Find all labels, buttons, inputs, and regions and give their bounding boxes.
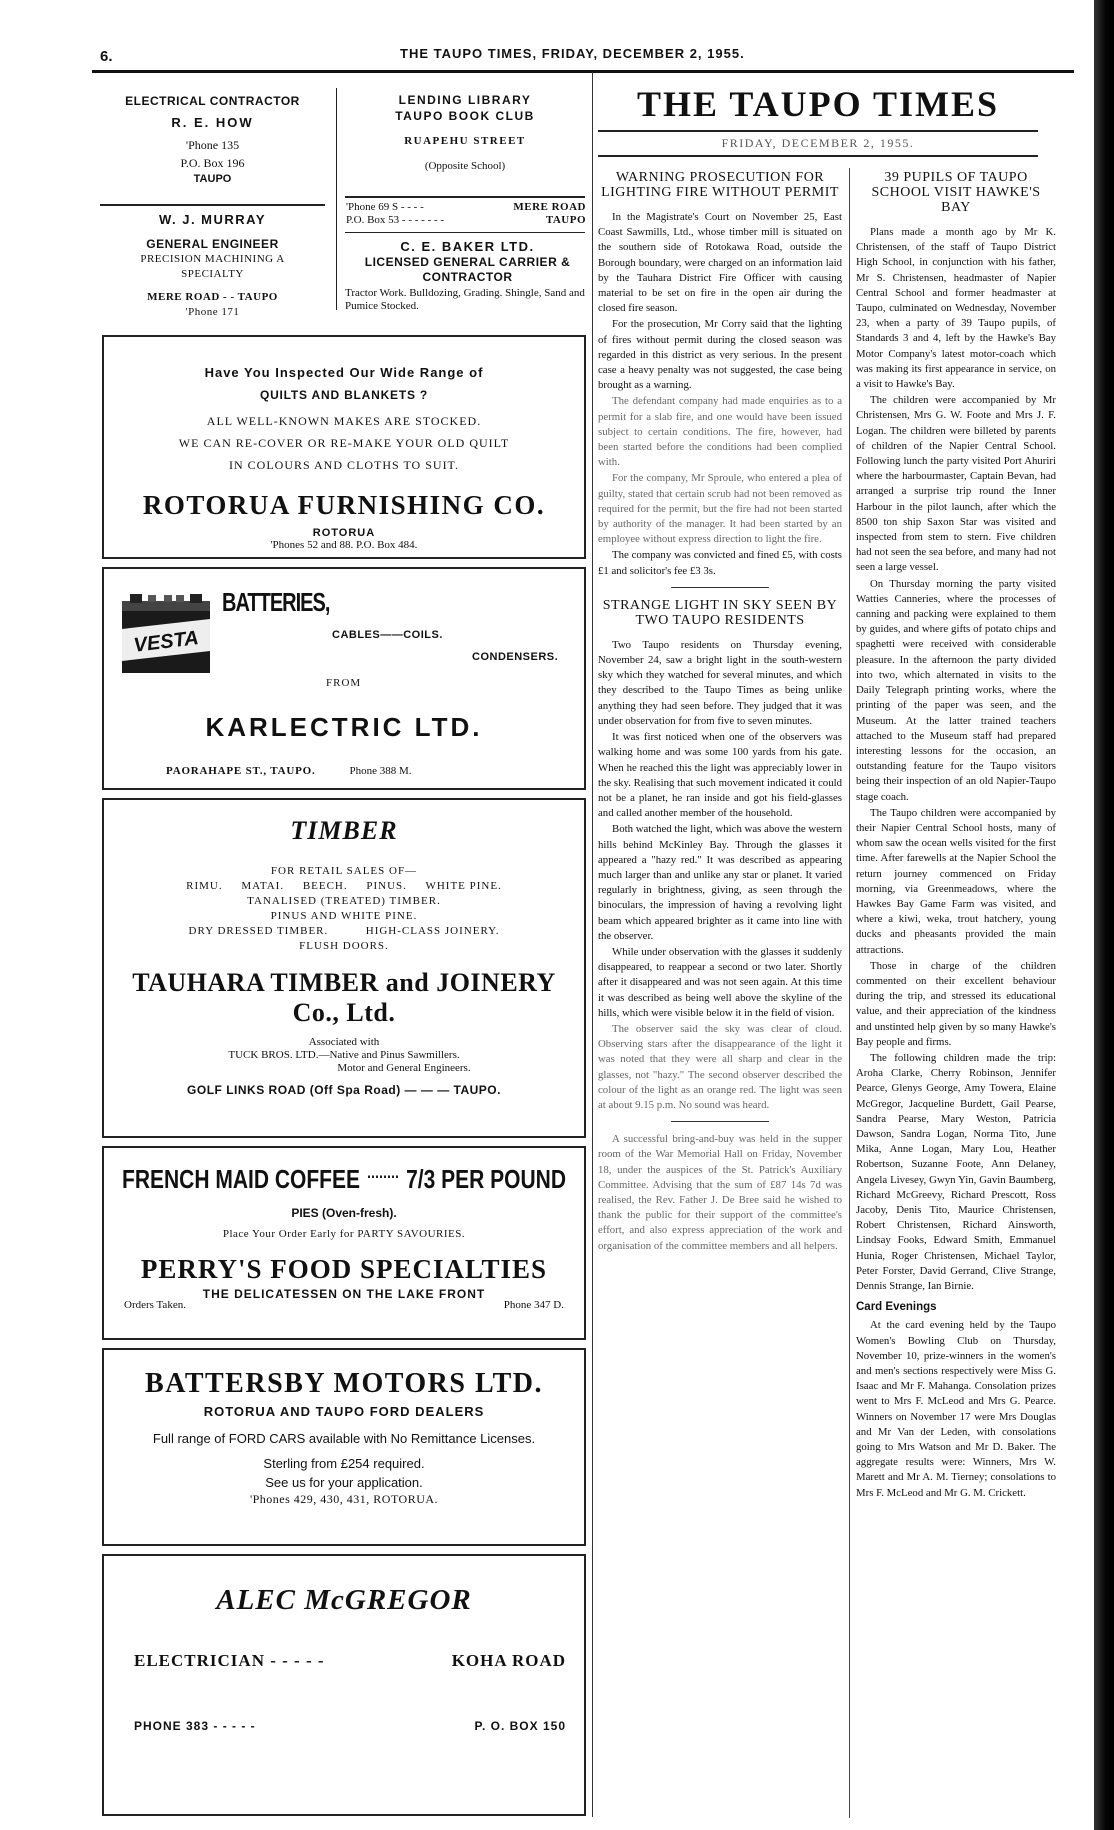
ad-battersby-motors bbox=[102, 1348, 586, 1546]
ad-name: W. J. MURRAY bbox=[158, 212, 267, 227]
contact-label: P.O. Box 53 - - - - - - - bbox=[346, 214, 445, 226]
ad-phone: Phone 388 M. bbox=[349, 765, 412, 777]
ad-address: GOLF LINKS ROAD (Off Spa Road) — — — TAUPO. bbox=[187, 1083, 501, 1097]
ad-assoc: TUCK BROS. LTD.—Native and Pinus Sawmillers. bbox=[228, 1049, 460, 1061]
paragraph: Those in charge of the children commented on their excellent behaviour during the trip, and stressed its educational value, and their appreciation of the kindness and unstinted help given by so many Hawke's Bay people and firms. bbox=[856, 959, 1056, 1048]
divider bbox=[100, 204, 325, 206]
headline: STRANGE LIGHT IN SKY SEEN BY TWO TAUPO RESIDENTS bbox=[602, 597, 838, 628]
ad-cables: CABLES——COILS. bbox=[332, 629, 443, 641]
ad-baker bbox=[345, 238, 590, 313]
paragraph: The children were accompanied by Mr Christensen, Mrs G. W. Foote and Mrs J. F. Logan. The children were billeted by parents of children of the Napier Central School. Following lunch the party visited Port Ahuriri where the harbourmaster, Captain Bevan, had arranged a surprise trip round the Inner Harbour in the pilot launch, after which the 8500 ton ship Saxon Star was visited and inspected from stem to stern. Five children had not seen the sea before, and many had not seen a large vessel. bbox=[856, 394, 1056, 574]
page-number: 6. bbox=[100, 48, 113, 65]
subhead: Card Evenings bbox=[856, 1301, 937, 1314]
article-separator bbox=[671, 587, 769, 588]
ad-line: RIMU. MATAI. BEECH. PINUS. WHITE PINE. bbox=[186, 880, 502, 892]
divider bbox=[345, 232, 585, 233]
paragraph: The company was convicted and fined £5, with costs £1 and solicitor's fee £3 3s. bbox=[598, 549, 842, 577]
paragraph: A successful bring-and-buy was held in the supper room of the War Memorial Hall on Friday, November 18, under the auspices of the St. Patrick's Auxiliary Committee. Advising that the sum of £87 14s 7d was realised, the Rev. Father J. De Bree said he wished to thank the public for their support of the committee's effort, and also express appreciation of the work and organisation of the committee members and all helpers. bbox=[598, 1133, 842, 1252]
ad-line: DRY DRESSED TIMBER. HIGH-CLASS JOINERY. bbox=[188, 925, 500, 937]
masthead-title: THE TAUPO TIMES bbox=[636, 84, 1000, 124]
running-head: THE TAUPO TIMES, FRIDAY, DECEMBER 2, 1955. bbox=[400, 46, 745, 61]
ad-deli: THE DELICATESSEN ON THE LAKE FRONT bbox=[202, 1287, 486, 1301]
ad-title: TIMBER bbox=[290, 816, 398, 845]
ad-title: ELECTRICAL CONTRACTOR bbox=[125, 94, 300, 108]
ad-phone: PHONE 383 - - - - - bbox=[134, 1719, 256, 1733]
ad-electrical-contractor bbox=[100, 94, 325, 187]
ad-street: RUAPEHU STREET bbox=[404, 135, 526, 147]
paragraph: The defendant company had made enquiries as to a permit for a slab fire, and one would have been issued subject to certain conditions. The fire, however, had been started before the conditions had been complied with. bbox=[598, 395, 842, 469]
ad-perrys-food bbox=[102, 1146, 586, 1340]
masthead-rule bbox=[598, 130, 1038, 132]
ad-karlectric bbox=[102, 567, 586, 790]
ad-line: CONTRACTOR bbox=[422, 270, 513, 284]
ad-phone: Phone 347 D. bbox=[503, 1299, 564, 1311]
news-column-right bbox=[856, 170, 1056, 1502]
ad-road bbox=[100, 290, 325, 305]
header-rule bbox=[92, 70, 1074, 73]
divider bbox=[336, 88, 337, 310]
headline: WARNING PROSECUTION FOR LIGHTING FIRE WITHOUT PERMIT bbox=[601, 170, 839, 200]
ad-phones: 'Phones 52 and 88. P.O. Box 484. bbox=[270, 539, 418, 551]
masthead-rule bbox=[598, 155, 1038, 157]
ad-line: LICENSED GENERAL CARRIER & bbox=[364, 255, 571, 269]
ad-line: ALL WELL-KNOWN MAKES ARE STOCKED. bbox=[206, 414, 482, 428]
ad-company: BATTERSBY MOTORS LTD. bbox=[145, 1368, 543, 1399]
ad-line: IN COLOURS AND CLOTHS TO SUIT. bbox=[228, 458, 459, 472]
ad-trade: GENERAL ENGINEER bbox=[146, 237, 279, 251]
ad-title: TAUPO BOOK CLUB bbox=[395, 109, 535, 123]
ad-condensers: CONDENSERS. bbox=[472, 651, 559, 663]
ad-title: BATTERIES, bbox=[222, 589, 330, 618]
ad-company: Co., Ltd. bbox=[292, 998, 396, 1027]
ad-para: Sterling from £254 required. bbox=[263, 1456, 425, 1471]
contact-value: MERE ROAD bbox=[513, 201, 586, 213]
paragraph: Both watched the light, which was above the western hills behind McKinley Bay. Through the glasses it appeared a "hazy red." It was described as appearing much larger than and unlike any star or planet. It varied regularly in brightness, giving, as seen through the binoculars, the impression of having a revolving light beam which appeared brighter as it came into line with the observer. bbox=[598, 823, 842, 942]
headline: 39 PUPILS OF TAUPO SCHOOL VISIT HAWKE'S BAY bbox=[871, 170, 1041, 215]
ad-line: Have You Inspected Our Wide Range of bbox=[204, 365, 484, 380]
ad-para: See us for your application. bbox=[265, 1475, 423, 1490]
ad-place: Place Your Order Early for PARTY SAVOURIES. bbox=[222, 1228, 466, 1240]
ad-road-text: MERE ROAD - - TAUPO bbox=[147, 291, 278, 303]
ad-box: P.O. Box 196 bbox=[180, 156, 245, 170]
paragraph: At the card evening held by the Taupo Women's Bowling Club on Thursday, November 10, prize-winners in the women's and men's sections respectively were Miss G. Isaac and Mr F. Mahanga. Consolation prizes went to Mrs F. McLeod and Mrs G. Pearce. Winners on November 17 were Mrs Douglas and Mr Van der Leden, with consolations going to Mrs Watson and Mr D. Baker. The aggregate results were: Winners, Mrs W. Marett and Mr A. M. Tierney; consolations to Mrs F. McLeod and Mr G. M. Crickett. bbox=[856, 1319, 1056, 1499]
ad-note: (Opposite School) bbox=[424, 160, 506, 172]
paragraph: While under observation with the glasses it suddenly disappeared, to reappear a second or two later. Shortly after it disappeared and was not seen again. At this time it was described as being well above the skyline of the hills, which were visible below it in the field of vision. bbox=[598, 945, 842, 1019]
ad-phone: 'Phone 171 bbox=[185, 306, 240, 318]
ad-para: Full range of FORD CARS available with No Remittance Licenses. bbox=[152, 1431, 536, 1446]
ad-assoc: Motor and General Engineers. bbox=[337, 1062, 471, 1074]
ad-address-text: PAORAHAPE ST., TAUPO. bbox=[166, 765, 316, 777]
ad-company: TAUHARA TIMBER and JOINERY bbox=[132, 968, 556, 997]
paragraph: The following children made the trip: Aroha Clarke, Cherry Robinson, Jennifer Pearce, Glenys George, Amy Towera, Elaine McGregor, Jacqueline Burdett, Gail Pearse, Sandra Pearse, Mary Weston, Patricia Dawson, Sandra Logan, Norma Tito, June Mika, Anne Logan, Mary Lou, Heather Robertson, Suzanne Foote, Ann Delaney, Angela Livesey, Gwyn Yin, Gavin Baumberg, Richard McGreevy, Richard Prescott, Ross Jacoby, Denis Tito, Maurice Christensen, Robert Christensen, Richard Ainsworth, Lindsay Fooks, Edward Smith, Emmanuel Hunia, Roger Christensen, Michael Taylor, Peter Forster, David Gerrand, Clive Strange, Dennis Strange, Ian Birnie. bbox=[856, 1051, 1056, 1293]
scan-dark-edge bbox=[1094, 0, 1114, 1830]
ad-line: SPECIALTY bbox=[181, 268, 244, 280]
paragraph: For the company, Mr Sproule, who entered a plea of guilty, stated that certain scrub had not been removed as required for the permit, but the fire had not been started by authority of the manager. It had been started by an employee without express direction to light the fire. bbox=[598, 472, 842, 546]
ad-company: KARLECTRIC LTD. bbox=[205, 712, 483, 742]
ad-detail: Tractor Work. Bulldozing, Grading. Shingle, Sand and Pumice Stocked. bbox=[345, 287, 585, 312]
contact-row bbox=[346, 214, 586, 227]
news-column-left bbox=[598, 170, 842, 1255]
dotted-leader bbox=[368, 1176, 398, 1179]
ad-town: TAUPO bbox=[193, 173, 232, 185]
paragraph: In the Magistrate's Court on November 25, East Coast Sawmills, Ltd., whose timber mill is situated on the southern side of Rotokawa Road, outside the Borough boundary, were charged on an information laid by the Tauhara District Fire Officer with causing material to be set on fire in the open air during the closed fire season. bbox=[598, 211, 842, 315]
ad-line: PRECISION MACHINING A bbox=[140, 253, 285, 265]
paragraph: Plans made a month ago by Mr K. Christensen, of the staff of Taupo District High School, in conjunction with his father, Mr S. Christensen, headmaster of Napier Central School and former headmaster at Taupo, culminated on Wednesday, November 23, when a party of 39 Taupo pupils, of Standards 3 and 4, left by the Hawke's Bay Motor Company's latest motor-coach which was making its first appearance in service, on a visit to Hawke's Bay. bbox=[856, 226, 1056, 391]
ad-alec-mcgregor bbox=[102, 1554, 586, 1816]
ad-row bbox=[104, 1719, 584, 1733]
ad-dealers: ROTORUA AND TAUPO FORD DEALERS bbox=[203, 1404, 485, 1419]
ad-phones: 'Phones 429, 430, 431, ROTORUA. bbox=[249, 1492, 439, 1506]
article-separator bbox=[671, 1121, 769, 1122]
ad-address bbox=[166, 765, 412, 777]
ad-line: FLUSH DOORS. bbox=[299, 940, 389, 952]
paragraph: For the prosecution, Mr Corry said that the lighting of fires without permit during the closed season was regarded in this district as very serious. In the present case a heavy penalty was not suggested, the case being brought as a warning. bbox=[598, 318, 842, 392]
ad-phone: 'Phone 135 bbox=[185, 138, 240, 152]
ad-line: FOR RETAIL SALES OF— bbox=[270, 865, 418, 877]
ad-name: C. E. BAKER LTD. bbox=[400, 239, 535, 254]
ad-name: R. E. HOW bbox=[171, 115, 254, 130]
masthead bbox=[598, 80, 1038, 157]
ad-name: ALEC McGREGOR bbox=[216, 1584, 472, 1616]
coffee-row bbox=[104, 1148, 584, 1196]
paragraph: The observer said the sky was clear of cloud. Observing stars after the disappearance of the light it was noted that they were all sharp and clear in the glasses, not "hazy." The second observer described the colour of the light as an orange red. The light was seen at about 9.15 p.m. No sound was heard. bbox=[598, 1022, 842, 1111]
contact-label: 'Phone 69 S - - - - bbox=[346, 201, 424, 213]
ad-assoc: Associated with bbox=[308, 1036, 380, 1048]
contact-row bbox=[346, 201, 586, 214]
ad-price: 7/3 PER POUND bbox=[406, 1165, 566, 1195]
ad-rotorua-furnishing bbox=[102, 335, 586, 559]
masthead-date: FRIDAY, DECEMBER 2, 1955. bbox=[721, 136, 915, 150]
column-divider bbox=[849, 168, 850, 1818]
ad-tauhara-timber bbox=[102, 798, 586, 1138]
battery-icon bbox=[116, 591, 216, 677]
battery-brand: VESTA bbox=[132, 627, 200, 657]
ad-line: QUILTS AND BLANKETS ? bbox=[259, 388, 429, 402]
ad-line: PINUS AND WHITE PINE. bbox=[270, 910, 418, 922]
paragraph: On Thursday morning the party visited Watties Canneries, where the processes of canning and packing were explained to them by guides, and where gifts of potato chips and spaghetti were received with considerable pleasure. In the afternoon the party divided into two, which alternated in visits to the Daily Telegraph printing works, where the printing of the paper was seen, and the Museum. At the latter trained teachers attached to the Museum staff had prepared interesting lessons for the occasion, an outstanding feature for the Taupo visitors being their inspection of an old Napier-Taupo stage coach. bbox=[856, 577, 1056, 803]
ad-city: ROTORUA bbox=[312, 527, 376, 539]
ad-company: ROTORUA FURNISHING CO. bbox=[142, 490, 546, 520]
ad-trade: ELECTRICIAN - - - - - bbox=[134, 1651, 325, 1670]
ad-title: LENDING LIBRARY bbox=[398, 93, 532, 107]
paragraph: Two Taupo residents on Thursday evening, November 24, saw a bright light in the south-western sky which they watched for several minutes, and which they described to the Taupo Times as being unlike anything they had seen before. They judged that it was under observation for from five to seven minutes. bbox=[598, 638, 842, 727]
ad-box: P. O. BOX 150 bbox=[474, 1719, 566, 1733]
paragraph: The Taupo children were accompanied by their Napier Central School hosts, many of whom saw the ocean wells visited for the first time. After farewells at the Napier School the return journey commenced on Friday morning, via Greenmeadows, where the Hawkes Bay Game Farm was visited, and where a kiwi, weka, trout hatchery, young ducks and pheasants provided the main attractions. bbox=[856, 806, 1056, 956]
column-divider bbox=[592, 72, 593, 1817]
divider bbox=[345, 196, 585, 198]
ad-line: TANALISED (TREATED) TIMBER. bbox=[247, 895, 441, 907]
ad-lending-library bbox=[345, 92, 585, 174]
ad-library-contact bbox=[346, 201, 586, 227]
ad-orders: Orders Taken. bbox=[124, 1299, 186, 1311]
ad-line: WE CAN RE-COVER OR RE-MAKE YOUR OLD QUILT bbox=[178, 436, 510, 450]
ad-row bbox=[104, 1651, 584, 1671]
paragraph: It was first noticed when one of the observers was walking home and was some 100 yards from his gate. When he reached this the light was appreciably lower in the sky. Realising that such movement indicated it could not be a planet, he ran inside and got his field-glasses and called another member of the household. bbox=[598, 731, 842, 820]
ad-pies: PIES (Oven-fresh). bbox=[291, 1206, 397, 1220]
ad-murray bbox=[100, 212, 325, 320]
ad-road: KOHA ROAD bbox=[451, 1651, 566, 1670]
ad-company: PERRY'S FOOD SPECIALTIES bbox=[140, 1254, 548, 1284]
ad-from: FROM bbox=[326, 677, 362, 689]
contact-value: TAUPO bbox=[545, 214, 586, 226]
ad-coffee: FRENCH MAID COFFEE bbox=[122, 1165, 360, 1195]
